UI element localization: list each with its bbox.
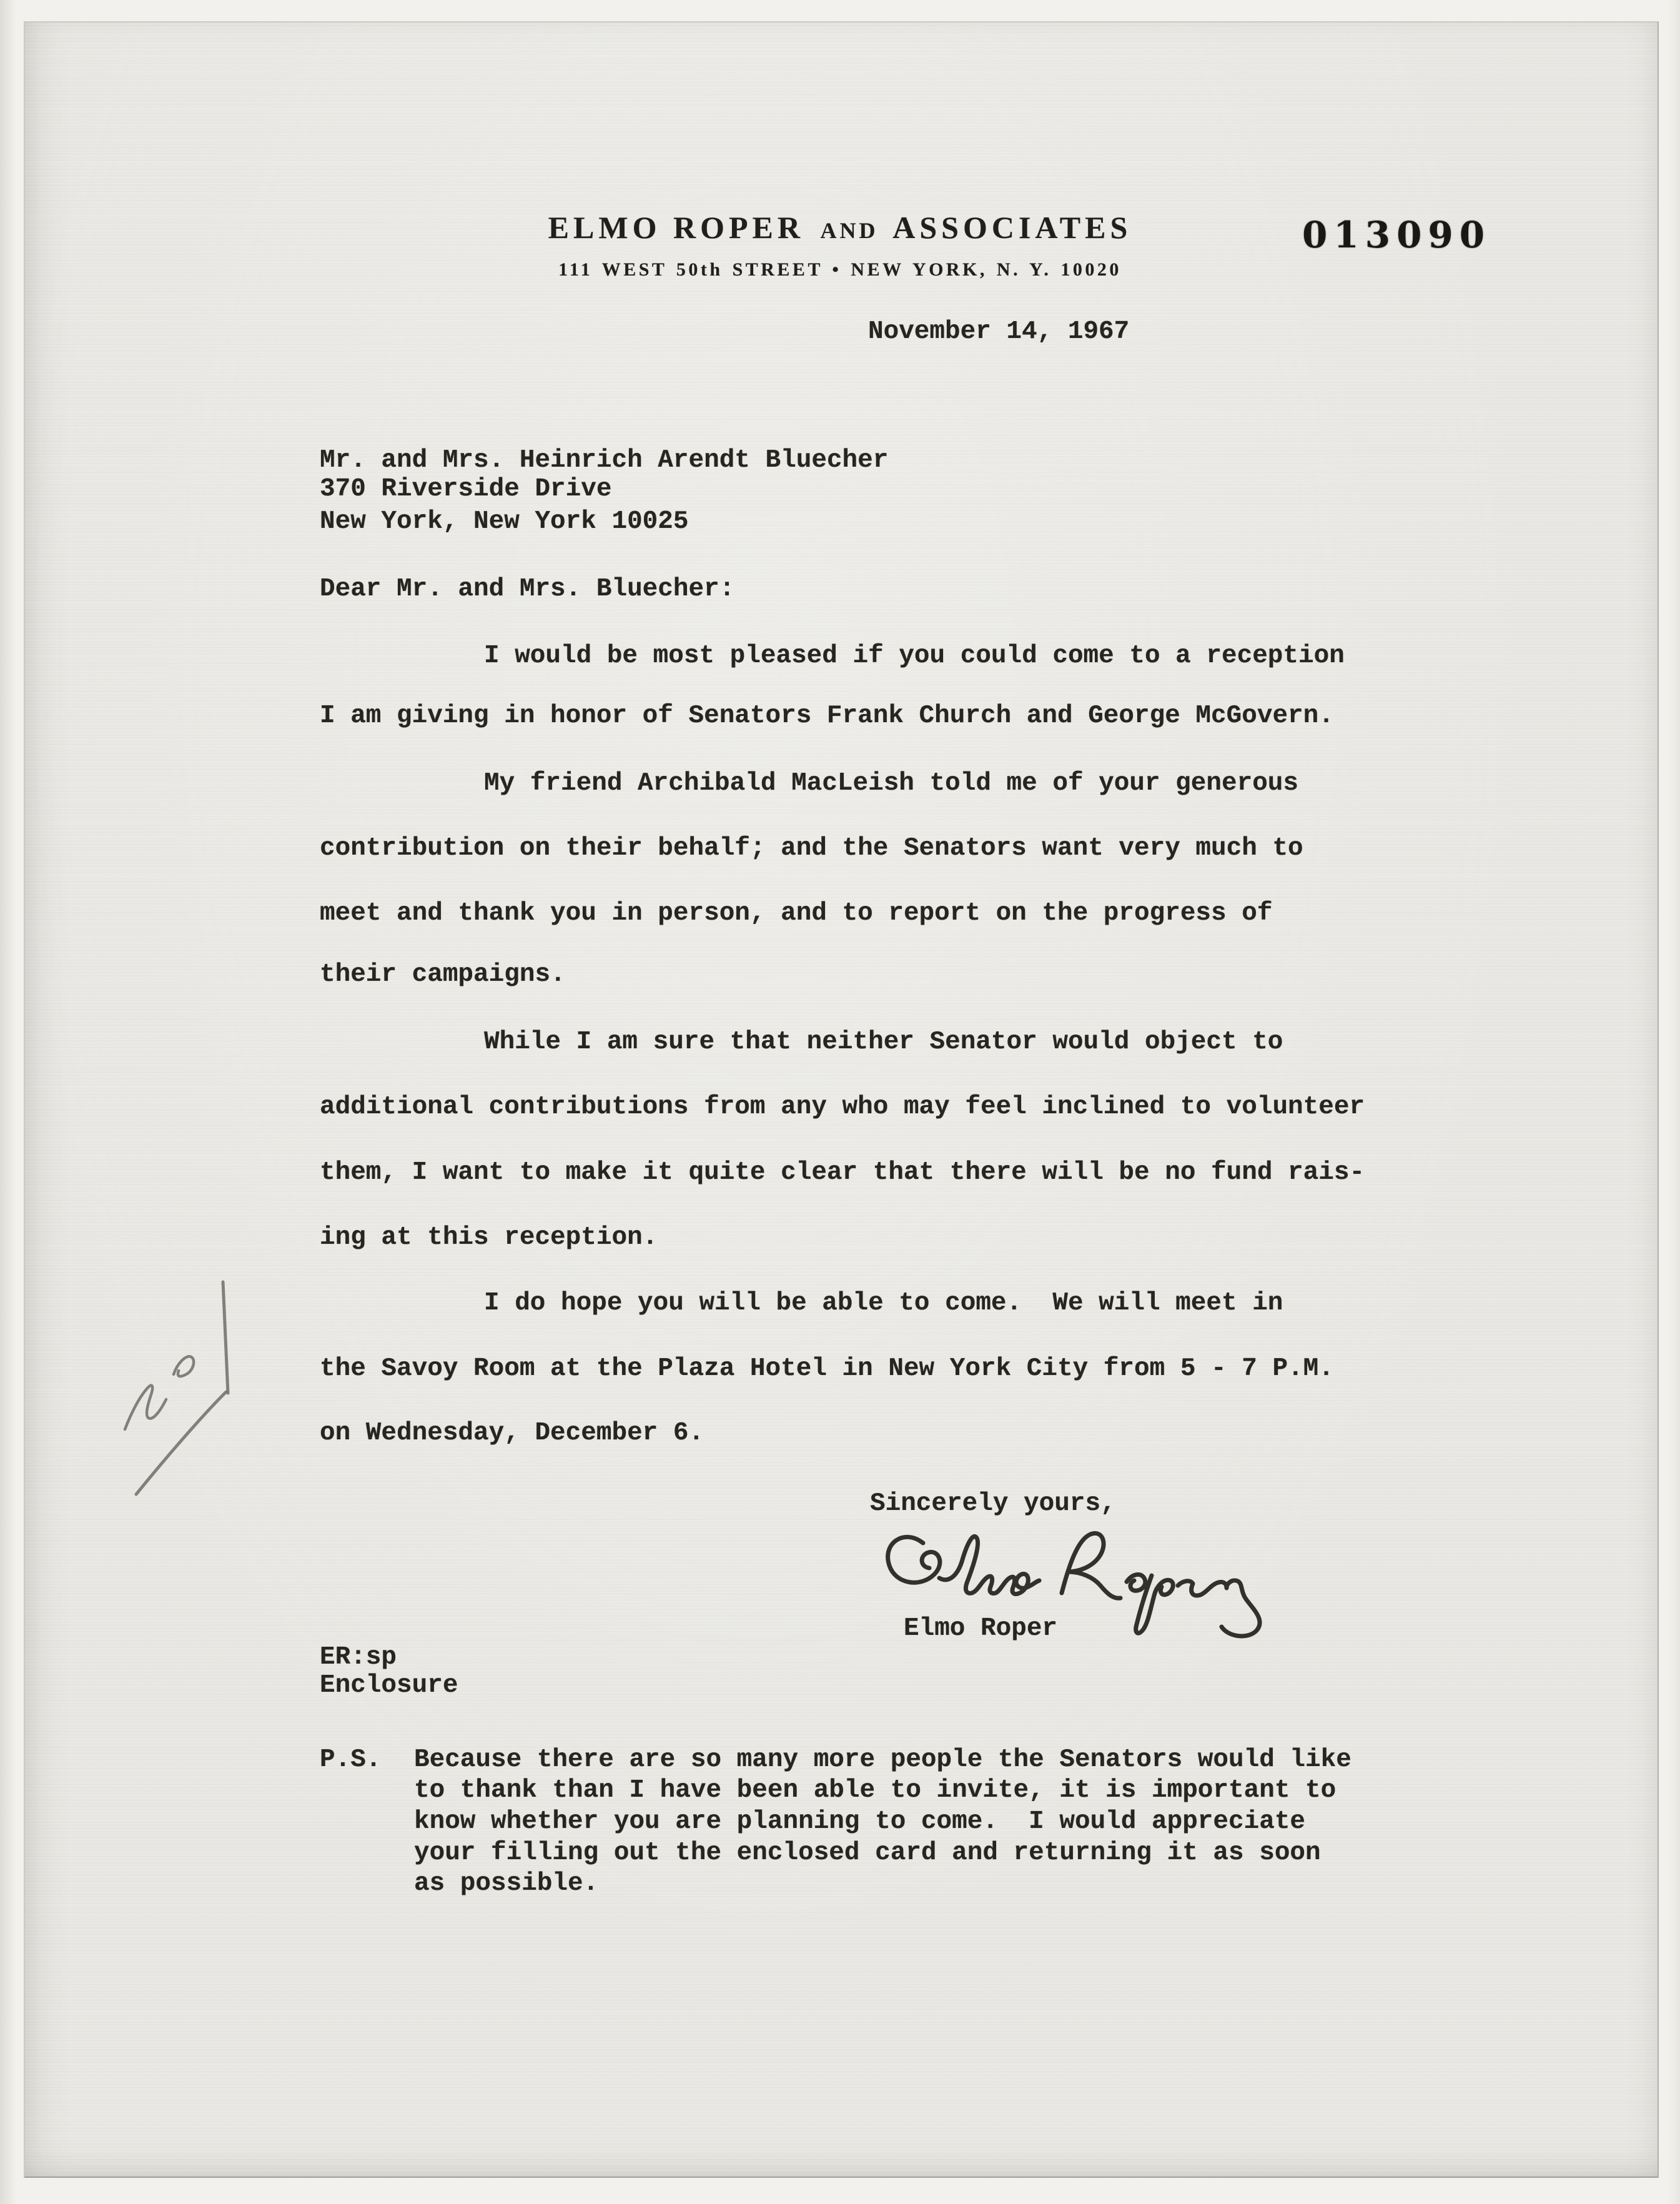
body-line: them, I want to make it quite clear that there will be no fund rais- xyxy=(320,1158,1365,1187)
postscript-line: as possible. xyxy=(414,1869,599,1898)
reference-initials: ER:sp xyxy=(320,1643,397,1672)
body-line: I do hope you will be able to come. We will meet in xyxy=(484,1289,1283,1318)
date-line: November 14, 1967 xyxy=(868,317,1130,346)
body-line: on Wednesday, December 6. xyxy=(320,1419,704,1447)
recipient-line: 370 Riverside Drive xyxy=(320,475,612,504)
postscript-line: to thank than I have been able to invite, it is important to xyxy=(414,1776,1337,1805)
body-line: I would be most pleased if you could come to a reception xyxy=(484,642,1345,670)
closing: Sincerely yours, xyxy=(870,1489,1116,1518)
company-name-and: AND xyxy=(820,218,879,243)
salutation: Dear Mr. and Mrs. Bluecher: xyxy=(320,575,735,603)
letterhead-address: 111 WEST 50th STREET • NEW YORK, N. Y. 10020 xyxy=(558,259,1122,280)
postscript-line: Because there are so many more people the Senators would like xyxy=(414,1745,1351,1774)
letterhead-company-name xyxy=(528,209,1152,249)
body-line: additional contributions from any who may feel inclined to volunteer xyxy=(320,1093,1365,1121)
body-line: the Savoy Room at the Plaza Hotel in New York City from 5 - 7 P.M. xyxy=(320,1354,1334,1383)
enclosure-note: Enclosure xyxy=(320,1671,458,1700)
recipient-line: New York, New York 10025 xyxy=(320,507,689,536)
handwritten-no-annotation xyxy=(94,1262,269,1512)
recipient-line: Mr. and Mrs. Heinrich Arendt Bluecher xyxy=(320,446,889,475)
body-line: their campaigns. xyxy=(320,960,566,989)
postscript-line: know whether you are planning to come. I would appreciate xyxy=(414,1807,1306,1836)
company-name-left: ELMO ROPER xyxy=(548,210,804,245)
postscript-label: P.S. xyxy=(320,1745,382,1774)
typed-signature-name: Elmo Roper xyxy=(904,1614,1058,1643)
body-line: ing at this reception. xyxy=(320,1223,658,1252)
body-line: contribution on their behalf; and the Senators want very much to xyxy=(320,834,1303,863)
body-line: meet and thank you in person, and to report on the progress of xyxy=(320,899,1273,928)
body-line: My friend Archibald MacLeish told me of your generous xyxy=(484,769,1299,798)
body-line: I am giving in honor of Senators Frank Church and George McGovern. xyxy=(320,702,1334,730)
postscript-line: your filling out the enclosed card and returning it as soon xyxy=(414,1839,1321,1867)
company-name-right: ASSOCIATES xyxy=(892,210,1132,245)
body-line: While I am sure that neither Senator would object to xyxy=(484,1028,1283,1056)
stamp-number: 013090 xyxy=(1302,214,1491,256)
